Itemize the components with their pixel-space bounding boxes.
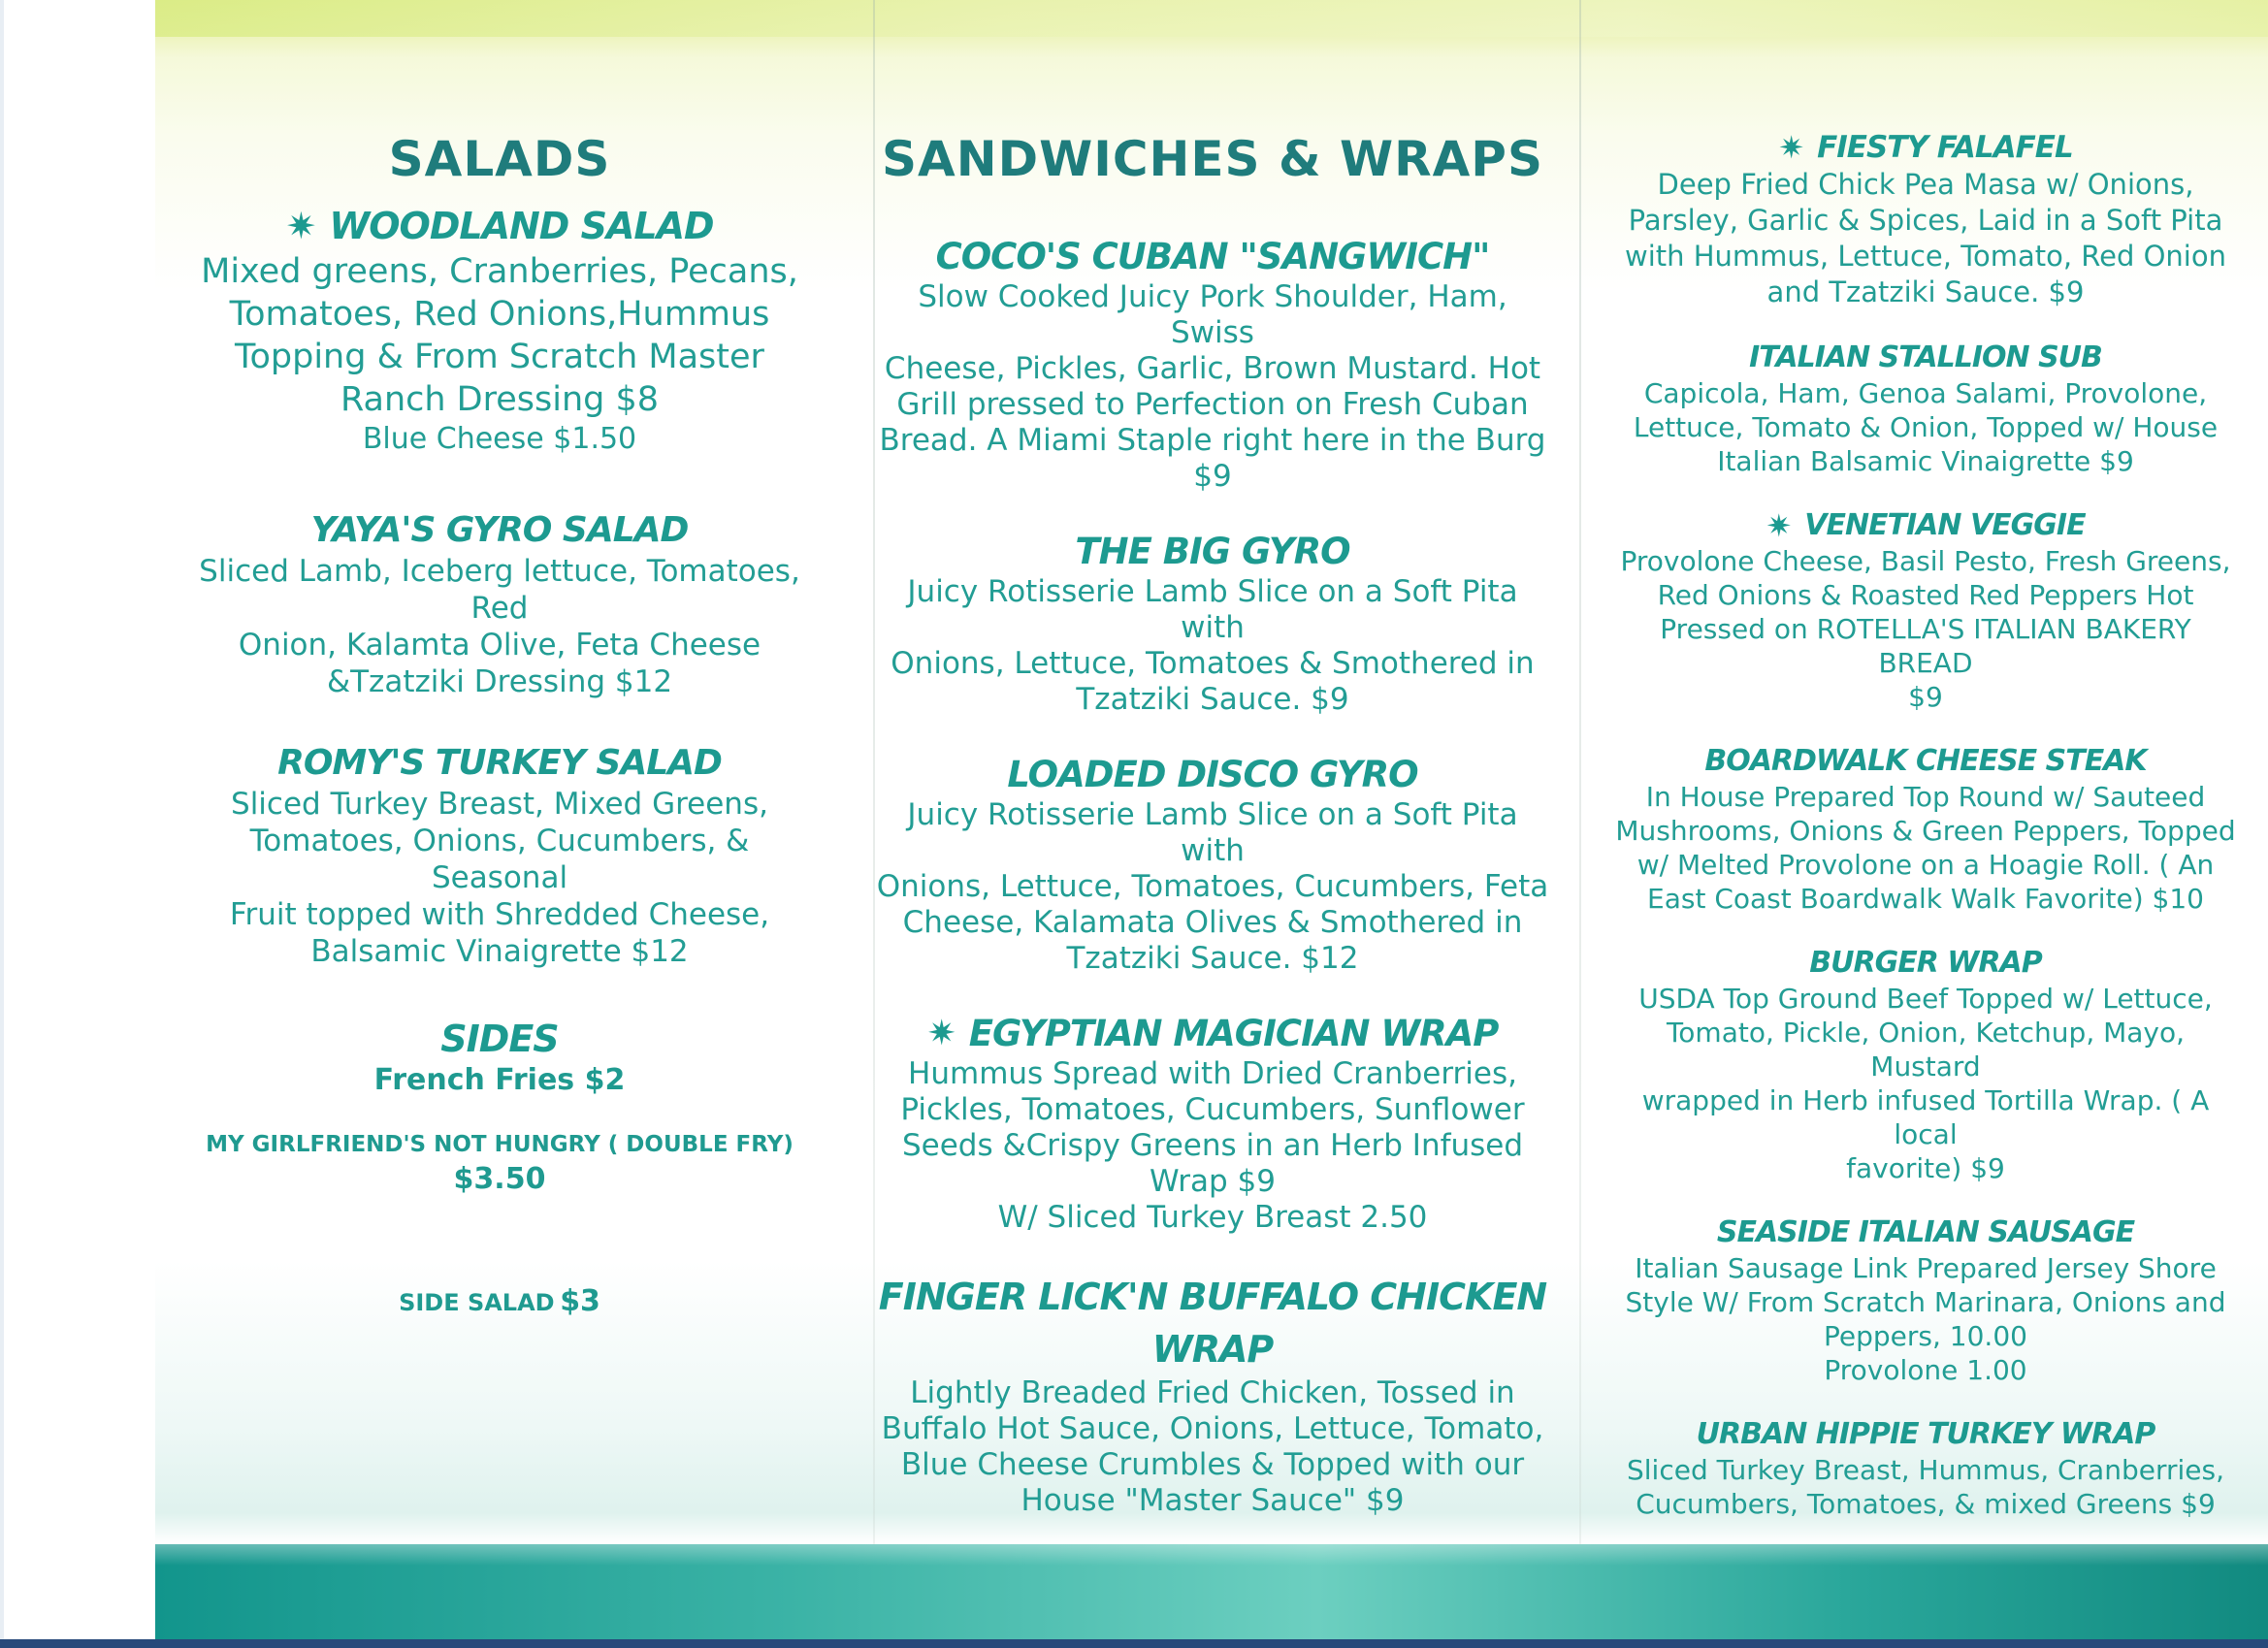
desc-line: Blue Cheese Crumbles & Topped with our bbox=[900, 1447, 1525, 1482]
desc-line: East Coast Boardwalk Walk Favorite) $10 bbox=[1647, 883, 2204, 915]
item-description bbox=[873, 574, 1552, 718]
item-name-line: FINGER LICK'N BUFFALO CHICKEN bbox=[878, 1276, 1547, 1318]
desc-line: Juicy Rotisserie Lamb Slice on a Soft Pita with bbox=[907, 574, 1518, 645]
desc-line: In House Prepared Top Round w/ Sauteed bbox=[1645, 781, 2206, 813]
item-name bbox=[873, 1012, 1552, 1056]
desc-line: Grill pressed to Perfection on Fresh Cuban bbox=[896, 387, 1529, 422]
side-salad bbox=[184, 1284, 815, 1318]
item-description bbox=[1610, 780, 2241, 916]
menu-item-burger-wrap bbox=[1610, 945, 2241, 1185]
desc-line: Italian Balsamic Vinaigrette $9 bbox=[1717, 445, 2134, 477]
desc-line: Onions, Lettuce, Tomatoes, Cucumbers, Feta bbox=[876, 869, 1549, 904]
item-description bbox=[1610, 1453, 2241, 1521]
item-name-text: VENETIAN VEGGIE bbox=[1804, 508, 2086, 542]
page-bottom-edge bbox=[0, 1639, 2268, 1648]
desc-line: Wrap $9 bbox=[1150, 1164, 1276, 1199]
desc-line: $9 bbox=[1908, 681, 1943, 713]
menu-item-seaside-italian-sausage bbox=[1610, 1214, 2241, 1387]
menu-item-buffalo-chicken-wrap bbox=[873, 1271, 1552, 1519]
item-description bbox=[873, 797, 1552, 977]
desc-line: Cucumbers, Tomatoes, & mixed Greens $9 bbox=[1636, 1488, 2216, 1520]
menu-item-italian-stallion-sub bbox=[1610, 339, 2241, 478]
desc-line: Onion, Kalamta Olive, Feta Cheese bbox=[238, 628, 761, 662]
item-name-text: FIESTY FALAFEL bbox=[1817, 130, 2073, 165]
menu-item-loaded-disco-gyro bbox=[873, 753, 1552, 977]
item-addon: Provolone 1.00 bbox=[1824, 1354, 2027, 1386]
desc-line: Seeds &Crispy Greens in an Herb Infused bbox=[901, 1128, 1524, 1163]
item-name: LOADED DISCO GYRO bbox=[1007, 754, 1418, 795]
desc-line: Parsley, Garlic & Spices, Laid in a Soft Pita bbox=[1628, 204, 2223, 237]
desc-line: Deep Fried Chick Pea Masa w/ Onions, bbox=[1657, 168, 2194, 201]
item-description bbox=[1610, 982, 2241, 1185]
menu-item-egyptian-magician-wrap bbox=[873, 1012, 1552, 1236]
page-left-edge bbox=[0, 0, 4, 1648]
desc-line: Pressed on ROTELLA'S ITALIAN BAKERY BREAD bbox=[1660, 613, 2191, 679]
item-name: THE BIG GYRO bbox=[1075, 531, 1350, 572]
bottom-color-band bbox=[155, 1544, 2268, 1639]
item-name bbox=[184, 202, 815, 250]
desc-line: Ranch Dressing $8 bbox=[340, 380, 660, 419]
desc-line: Tzatziki Sauce. $12 bbox=[1066, 941, 1359, 976]
desc-line: House "Master Sauce" $9 bbox=[1021, 1483, 1405, 1518]
item-description bbox=[1610, 544, 2241, 714]
sandwiches-column bbox=[873, 124, 1552, 1519]
desc-line: $9 bbox=[1193, 459, 1232, 494]
item-name: ITALIAN STALLION SUB bbox=[1749, 340, 2102, 374]
menu-item-big-gyro bbox=[873, 530, 1552, 718]
item-addon: W/ Sliced Turkey Breast 2.50 bbox=[997, 1200, 1428, 1235]
desc-line: Tomatoes, Red Onions,Hummus bbox=[229, 295, 770, 334]
desc-line: Provolone Cheese, Basil Pesto, Fresh Greens, bbox=[1620, 545, 2231, 577]
menu-item-boardwalk-cheese-steak bbox=[1610, 743, 2241, 916]
desc-line: Mushrooms, Onions & Green Peppers, Topped bbox=[1615, 815, 2236, 847]
more-sandwiches-column bbox=[1610, 128, 2241, 1521]
desc-line: Style W/ From Scratch Marinara, Onions and bbox=[1625, 1286, 2226, 1318]
desc-line: Tomatoes, Onions, Cucumbers, & Seasonal bbox=[249, 824, 750, 895]
side-double-fry: MY GIRLFRIEND'S NOT HUNGRY ( DOUBLE FRY) bbox=[206, 1132, 794, 1157]
item-name: BURGER WRAP bbox=[1809, 946, 2042, 980]
side-double-fry-price: $3.50 bbox=[453, 1162, 546, 1196]
salads-title: SALADS bbox=[388, 131, 611, 187]
item-description bbox=[873, 1375, 1552, 1519]
menu-item-cocos-cuban bbox=[873, 235, 1552, 495]
star-burst-icon: ✷ bbox=[926, 1014, 956, 1053]
item-description bbox=[1610, 1251, 2241, 1353]
menu-item-romys-turkey-salad bbox=[184, 741, 815, 970]
side-salad-label: SIDE SALAD bbox=[399, 1289, 555, 1316]
menu-item-yayas-gyro-salad bbox=[184, 508, 815, 700]
desc-line: Buffalo Hot Sauce, Onions, Lettuce, Tomato, bbox=[881, 1411, 1544, 1446]
desc-line: Tzatziki Sauce. $9 bbox=[1076, 682, 1349, 717]
sides-section bbox=[184, 1017, 815, 1318]
star-burst-icon: ✷ bbox=[1766, 507, 1792, 544]
desc-line: wrapped in Herb infused Tortilla Wrap. ( A local bbox=[1641, 1084, 2210, 1150]
item-name: URBAN HIPPIE TURKEY WRAP bbox=[1696, 1417, 2155, 1451]
item-name: ROMY'S TURKEY SALAD bbox=[277, 743, 722, 783]
item-name-line: WRAP bbox=[1151, 1328, 1274, 1371]
item-description bbox=[184, 250, 815, 421]
item-description bbox=[873, 1056, 1552, 1200]
desc-line: Topping & From Scratch Master bbox=[235, 338, 764, 376]
item-name-text: EGYPTIAN MAGICIAN WRAP bbox=[968, 1013, 1499, 1054]
item-name bbox=[1610, 507, 2241, 544]
desc-line: Fruit topped with Shredded Cheese, bbox=[229, 897, 770, 932]
desc-line: Pickles, Tomatoes, Cucumbers, Sunflower bbox=[900, 1092, 1525, 1127]
menu-item-urban-hippie-turkey-wrap bbox=[1610, 1416, 2241, 1521]
desc-line: and Tzatziki Sauce. $9 bbox=[1766, 275, 2085, 308]
desc-line: Lightly Breaded Fried Chicken, Tossed in bbox=[910, 1375, 1515, 1410]
desc-line: Italian Sausage Link Prepared Jersey Shore bbox=[1635, 1252, 2217, 1284]
desc-line: Tomato, Pickle, Onion, Ketchup, Mayo, Mustard bbox=[1666, 1017, 2186, 1083]
item-name: BOARDWALK CHEESE STEAK bbox=[1704, 744, 2147, 778]
desc-line: Sliced Lamb, Iceberg lettuce, Tomatoes, Red bbox=[199, 554, 800, 626]
desc-line: Juicy Rotisserie Lamb Slice on a Soft Pita with bbox=[907, 797, 1518, 868]
desc-line: Slow Cooked Juicy Pork Shoulder, Ham, Swiss bbox=[918, 279, 1507, 350]
desc-line: USDA Top Ground Beef Topped w/ Lettuce, bbox=[1638, 983, 2213, 1015]
desc-line: Hummus Spread with Dried Cranberries, bbox=[908, 1056, 1517, 1091]
desc-line: Bread. A Miami Staple right here in the Burg bbox=[879, 423, 1546, 458]
star-burst-icon: ✷ bbox=[1778, 129, 1804, 166]
desc-line: Cheese, Kalamata Olives & Smothered in bbox=[902, 905, 1523, 940]
sides-title: SIDES bbox=[440, 1018, 559, 1060]
desc-line: Sliced Turkey Breast, Mixed Greens, bbox=[231, 787, 768, 822]
side-french-fries: French Fries $2 bbox=[373, 1063, 626, 1097]
item-description bbox=[873, 279, 1552, 495]
top-color-band bbox=[155, 0, 2268, 37]
menu-item-woodland-salad bbox=[184, 202, 815, 458]
desc-line: Lettuce, Tomato & Onion, Topped w/ House bbox=[1633, 411, 2219, 443]
item-addon: Blue Cheese $1.50 bbox=[362, 422, 637, 456]
desc-line: Cheese, Pickles, Garlic, Brown Mustard. Hot bbox=[884, 351, 1541, 386]
item-name bbox=[1610, 128, 2241, 167]
menu-item-fiesty-falafel bbox=[1610, 128, 2241, 310]
fold-line-right bbox=[1579, 0, 1581, 1639]
desc-line: Onions, Lettuce, Tomatoes & Smothered in bbox=[891, 646, 1535, 681]
item-description bbox=[1610, 376, 2241, 478]
item-name bbox=[873, 1271, 1552, 1375]
item-description bbox=[1610, 167, 2241, 310]
desc-line: with Hummus, Lettuce, Tomato, Red Onion bbox=[1625, 240, 2226, 273]
star-burst-icon: ✷ bbox=[285, 205, 316, 247]
salads-column bbox=[184, 124, 815, 1318]
item-name: YAYA'S GYRO SALAD bbox=[310, 510, 689, 550]
desc-line: Red Onions & Roasted Red Peppers Hot bbox=[1657, 579, 2194, 611]
desc-line: Balsamic Vinaigrette $12 bbox=[310, 934, 689, 969]
menu-item-venetian-veggie bbox=[1610, 507, 2241, 714]
item-name: COCO'S CUBAN "SANGWICH" bbox=[935, 236, 1490, 277]
desc-line: w/ Melted Provolone on a Hoagie Roll. ( An bbox=[1636, 849, 2215, 881]
desc-line: Capicola, Ham, Genoa Salami, Provolone, bbox=[1643, 377, 2208, 409]
desc-line: Sliced Turkey Breast, Hummus, Cranberries, bbox=[1627, 1454, 2224, 1486]
desc-line: Peppers, 10.00 bbox=[1824, 1320, 2027, 1352]
item-name-text: WOODLAND SALAD bbox=[329, 205, 714, 247]
item-description bbox=[184, 786, 815, 970]
desc-line: favorite) $9 bbox=[1846, 1152, 2005, 1184]
item-name: SEASIDE ITALIAN SAUSAGE bbox=[1716, 1215, 2135, 1249]
side-salad-price: $3 bbox=[560, 1284, 600, 1318]
desc-line: &Tzatziki Dressing $12 bbox=[326, 664, 673, 699]
sandwiches-title: SANDWICHES & WRAPS bbox=[882, 131, 1543, 187]
item-description bbox=[184, 553, 815, 700]
desc-line: Mixed greens, Cranberries, Pecans, bbox=[201, 252, 798, 291]
